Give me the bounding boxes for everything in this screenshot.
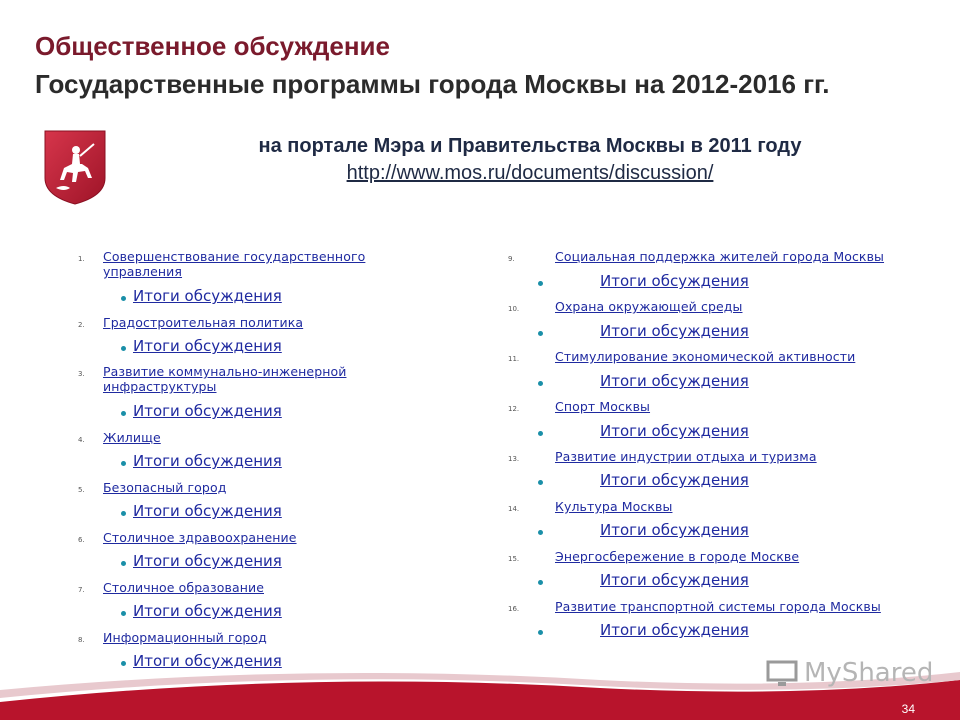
item-number: 9. (508, 255, 515, 263)
bullet-icon (538, 580, 543, 585)
bullet-icon (538, 381, 543, 386)
item-number: 3. (78, 370, 85, 378)
program-link[interactable]: Градостроительная политика (103, 315, 304, 330)
program-link[interactable]: Социальная поддержка жителей города Москвы (555, 249, 885, 264)
results-link[interactable]: Итоги обсуждения (133, 502, 282, 520)
slide-subtitle: Государственные программы города Москвы на 2012-2016 гг. (35, 69, 830, 99)
program-link[interactable]: Стимулирование экономической активности (555, 349, 856, 364)
results-link[interactable]: Итоги обсуждения (600, 422, 749, 440)
results-link[interactable]: Итоги обсуждения (600, 621, 749, 639)
program-link[interactable]: Столичное образование (103, 580, 264, 595)
item-number: 14. (508, 505, 520, 513)
results-link[interactable]: Итоги обсуждения (133, 602, 282, 620)
results-link[interactable]: Итоги обсуждения (600, 322, 749, 340)
results-link[interactable]: Итоги обсуждения (133, 552, 282, 570)
results-link[interactable]: Итоги обсуждения (133, 452, 282, 470)
item-number: 5. (78, 486, 85, 494)
program-link[interactable]: Развитие индустрии отдыха и туризма (555, 449, 817, 464)
item-number: 13. (508, 455, 520, 463)
bullet-icon (121, 411, 126, 416)
bullet-icon (121, 296, 126, 301)
program-link[interactable]: Безопасный город (103, 480, 227, 495)
presentation-icon (766, 660, 800, 688)
item-number: 2. (78, 321, 85, 329)
slide-title: Общественное обсуждение (35, 31, 390, 61)
bullet-icon (121, 561, 126, 566)
results-link[interactable]: Итоги обсуждения (600, 272, 749, 290)
item-number: 1. (78, 255, 85, 263)
program-link[interactable]: Столичное здравоохранение (103, 530, 297, 545)
item-number: 11. (508, 355, 520, 363)
bullet-icon (538, 331, 543, 336)
results-link[interactable]: Итоги обсуждения (133, 402, 282, 420)
item-number: 12. (508, 405, 520, 413)
item-number: 6. (78, 536, 85, 544)
program-link[interactable]: Совершенствование государственного управления (103, 249, 366, 279)
bullet-icon (538, 281, 543, 286)
program-link[interactable]: Информационный город (103, 630, 267, 645)
bullet-icon (538, 431, 543, 436)
results-link[interactable]: Итоги обсуждения (600, 372, 749, 390)
program-link[interactable]: Жилище (103, 430, 161, 445)
results-link[interactable]: Итоги обсуждения (600, 521, 749, 539)
page-number: 34 (901, 702, 915, 716)
results-link[interactable]: Итоги обсуждения (133, 652, 282, 670)
item-number: 8. (78, 636, 85, 644)
bullet-icon (538, 480, 543, 485)
results-link[interactable]: Итоги обсуждения (600, 571, 749, 589)
item-number: 7. (78, 586, 85, 594)
bullet-icon (538, 530, 543, 535)
results-link[interactable]: Итоги обсуждения (133, 287, 282, 305)
bullet-icon (121, 511, 126, 516)
portal-caption: на портале Мэра и Правительства Москвы в 2011 году (258, 135, 802, 157)
results-link[interactable]: Итоги обсуждения (600, 471, 749, 489)
item-number: 15. (508, 555, 520, 563)
bullet-icon (538, 630, 543, 635)
program-link[interactable]: Энергосбережение в городе Москве (555, 549, 800, 564)
program-link[interactable]: Спорт Москвы (555, 399, 651, 414)
program-link[interactable]: Охрана окружающей среды (555, 299, 743, 314)
bullet-icon (121, 346, 126, 351)
item-number: 10. (508, 305, 520, 313)
portal-link[interactable]: http://www.mos.ru/documents/discussion/ (346, 162, 714, 184)
program-link[interactable]: Развитие транспортной системы города Москвы (555, 599, 881, 614)
results-link[interactable]: Итоги обсуждения (133, 337, 282, 355)
bullet-icon (121, 461, 126, 466)
bullet-icon (121, 611, 126, 616)
item-number: 16. (508, 605, 520, 613)
program-link[interactable]: Культура Москвы (555, 499, 673, 514)
watermark-logo: MyShared (804, 658, 934, 688)
program-link[interactable]: Развитие коммунально-инженерной инфраструктуры (103, 364, 347, 394)
item-number: 4. (78, 436, 85, 444)
